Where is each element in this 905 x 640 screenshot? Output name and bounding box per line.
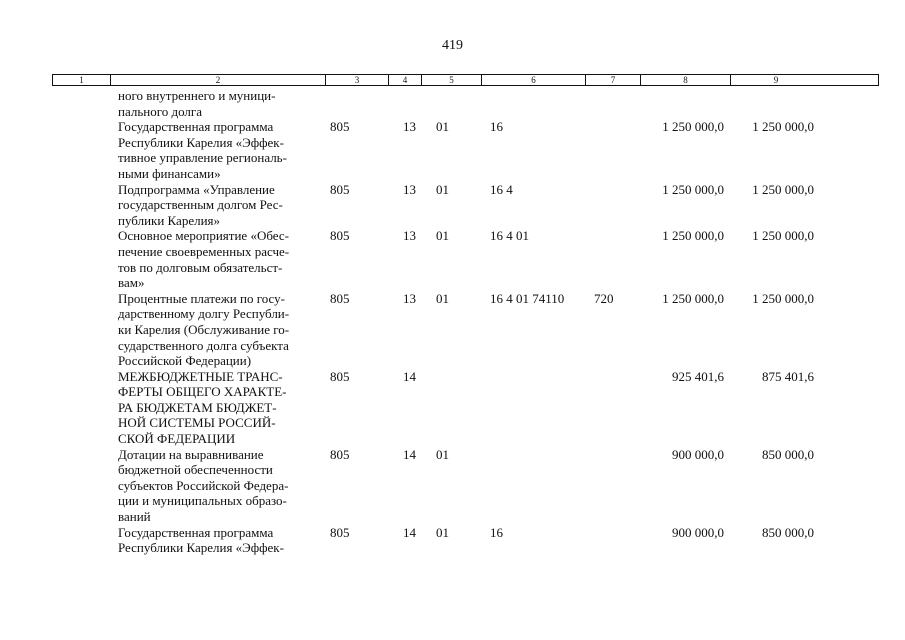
description-line: печение своевременных расче- (118, 243, 290, 259)
cell-col-1 (52, 447, 110, 525)
cell-col-1 (52, 88, 110, 119)
amount-year-2: 850 000,0 (762, 446, 814, 462)
table-row (52, 369, 879, 447)
table-row (52, 228, 879, 290)
header-col-4: 4 (389, 75, 422, 85)
section-code: 13 (403, 119, 416, 135)
subsection-code: 01 (436, 228, 449, 244)
table-row (52, 525, 879, 556)
description-line: ного внутреннего и муници- (118, 88, 276, 103)
expense-type-code (585, 447, 640, 525)
description-line: ки Карелия (Обслуживание го- (118, 321, 290, 337)
target-article-code: 16 (490, 524, 503, 540)
description-line: вам» (118, 275, 145, 291)
amount-year-1: 900 000,0 (672, 446, 724, 462)
subsection-code: 01 (436, 524, 449, 540)
expense-type-code (585, 182, 640, 229)
description-line: Государственная программа (118, 119, 274, 135)
header-col-1: 1 (53, 75, 111, 85)
ministry-code: 805 (330, 119, 350, 135)
cell-col-1 (52, 228, 110, 290)
row-description (110, 182, 325, 229)
cell-col-1 (52, 291, 110, 369)
cell-col-1 (52, 119, 110, 181)
target-article-code (481, 369, 585, 447)
description-line: тов по долговым обязательст- (118, 259, 283, 275)
expense-type-code: 720 (594, 290, 614, 306)
expense-type-code (585, 88, 640, 119)
header-col-8: 8 (641, 75, 731, 85)
row-description (110, 447, 325, 525)
header-col-5: 5 (422, 75, 482, 85)
subsection-code (421, 88, 481, 119)
expense-type-code (585, 525, 640, 556)
header-col-7: 7 (586, 75, 641, 85)
description-line: тивное управление региональ- (118, 150, 287, 166)
expense-type-code (585, 228, 640, 290)
description-line: ФЕРТЫ ОБЩЕГО ХАРАКТЕ- (118, 384, 287, 400)
amount-year-2: 1 250 000,0 (752, 290, 814, 306)
subsection-code: 01 (436, 181, 449, 197)
table-row (52, 119, 879, 181)
description-line: ции и муниципальных образо- (118, 493, 287, 509)
ministry-code: 805 (330, 524, 350, 540)
amount-year-2: 1 250 000,0 (752, 181, 814, 197)
ministry-code: 805 (330, 290, 350, 306)
header-col-9: 9 (773, 75, 779, 85)
ministry-code: 805 (330, 368, 350, 384)
description-line: сударственного долга субъекта (118, 337, 289, 353)
description-line: Республики Карелия «Эффек- (118, 540, 284, 556)
amount-year-1: 900 000,0 (672, 524, 724, 540)
section-code: 13 (403, 181, 416, 197)
amount-year-2 (730, 88, 820, 119)
target-article-code (481, 447, 585, 525)
section-code: 14 (403, 524, 416, 540)
row-description (110, 88, 325, 119)
section-code: 13 (403, 228, 416, 244)
row-description (110, 119, 325, 181)
amount-year-1: 925 401,6 (672, 368, 724, 384)
header-col-2: 2 (111, 75, 326, 85)
section-code: 13 (403, 290, 416, 306)
amount-year-2: 850 000,0 (762, 524, 814, 540)
ministry-code: 805 (330, 181, 350, 197)
ministry-code (325, 88, 388, 119)
description-line: Основное мероприятие «Обес- (118, 228, 289, 244)
description-line: СКОЙ ФЕДЕРАЦИИ (118, 431, 236, 447)
budget-table-body (52, 88, 879, 556)
description-line: государственным долгом Рес- (118, 197, 283, 213)
description-line: Государственная программа (118, 524, 274, 540)
amount-year-1: 1 250 000,0 (662, 228, 724, 244)
description-line: ваний (118, 509, 151, 525)
description-line: дарственному долгу Республи- (118, 306, 290, 322)
target-article-code: 16 4 01 (490, 228, 529, 244)
description-line: ными финансами» (118, 165, 221, 181)
cell-col-1 (52, 182, 110, 229)
amount-year-1: 1 250 000,0 (662, 119, 724, 135)
section-code: 14 (403, 368, 416, 384)
target-article-code: 16 4 01 74110 (490, 290, 565, 306)
ministry-code: 805 (330, 446, 350, 462)
expense-type-code (585, 369, 640, 447)
subsection-code: 01 (436, 446, 449, 462)
table-row (52, 88, 879, 119)
target-article-code: 16 4 (490, 181, 513, 197)
description-line: публики Карелия» (118, 212, 221, 228)
row-description (110, 228, 325, 290)
description-line: МЕЖБЮДЖЕТНЫЕ ТРАНС- (118, 368, 283, 384)
description-line: Дотации на выравнивание (118, 446, 264, 462)
amount-year-1: 1 250 000,0 (662, 290, 724, 306)
subsection-code: 01 (436, 119, 449, 135)
header-col-6: 6 (482, 75, 586, 85)
column-number-header (52, 74, 879, 86)
table-row (52, 447, 879, 525)
description-line: субъектов Российской Федера- (118, 477, 289, 493)
cell-col-1 (52, 369, 110, 447)
subsection-code: 01 (436, 290, 449, 306)
description-line: Подпрограмма «Управление (118, 181, 275, 197)
row-description (110, 291, 325, 369)
target-article-code: 16 (490, 119, 503, 135)
description-line: РА БЮДЖЕТАМ БЮДЖЕТ- (118, 399, 277, 415)
description-line: Республики Карелия «Эффек- (118, 134, 284, 150)
amount-year-2: 875 401,6 (762, 368, 814, 384)
target-article-code (481, 88, 585, 119)
section-code: 14 (403, 446, 416, 462)
amount-year-2: 1 250 000,0 (752, 228, 814, 244)
row-description (110, 369, 325, 447)
description-line: Процентные платежи по госу- (118, 290, 285, 306)
subsection-code (421, 369, 481, 447)
description-line: Российской Федерации) (118, 353, 252, 369)
header-col-3: 3 (326, 75, 389, 85)
table-row (52, 182, 879, 229)
expense-type-code (585, 119, 640, 181)
amount-year-1 (640, 88, 730, 119)
ministry-code: 805 (330, 228, 350, 244)
description-line: НОЙ СИСТЕМЫ РОССИЙ- (118, 415, 276, 431)
table-row (52, 291, 879, 369)
row-description (110, 525, 325, 556)
cell-col-1 (52, 525, 110, 556)
amount-year-2: 1 250 000,0 (752, 119, 814, 135)
amount-year-1: 1 250 000,0 (662, 181, 724, 197)
section-code (388, 88, 421, 119)
page-number: 419 (442, 38, 463, 53)
description-line: пального долга (118, 103, 203, 119)
description-line: бюджетной обеспеченности (118, 462, 273, 478)
